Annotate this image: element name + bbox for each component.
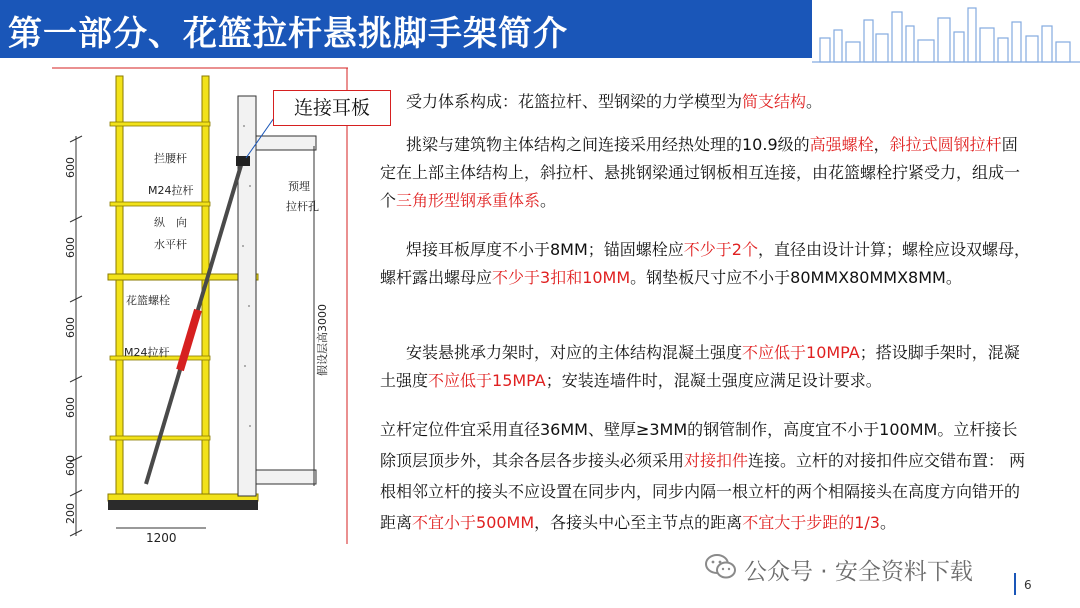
dim-600-4: 600	[64, 397, 77, 418]
body-text: 安装悬挑承力架时，对应的主体结构混凝土强度	[406, 343, 743, 362]
body-text: 立杆定位件宜采用直径36MM、壁厚≥3MM的钢管制作，高度宜不小于100MM。立杆接长除顶层顶步外，其余各层各步接头必须采用	[380, 420, 1018, 470]
body-text: 连接。立杆的对接扣件应交错布置： 两根相邻立杆的接头不应设置在同步内，同步内隔一根立杆的两个相隔接头在高度方向错开的距离	[380, 451, 1026, 532]
label-floor-height: 假设层高3000	[316, 304, 329, 376]
body-text: 。	[806, 92, 823, 111]
highlight-text: 不少于3扣和10MM	[492, 268, 631, 287]
dim-600-1: 600	[64, 157, 77, 178]
page-number: 6	[1024, 578, 1032, 592]
highlight-text: 不少于2个	[683, 240, 758, 259]
body-text: 受力体系构成：花篮拉杆、型钢梁的力学模型为	[406, 92, 743, 111]
label-embedded: 预埋	[288, 180, 310, 193]
highlight-text: 高强螺栓	[809, 135, 874, 154]
body-text: 。	[879, 513, 896, 532]
page-title: 第一部分、花篮拉杆悬挑脚手架简介	[8, 14, 568, 54]
highlight-text: 对接扣件	[684, 451, 749, 470]
page-number-bar	[1014, 573, 1016, 595]
highlight-text: 不应低于10MPA	[742, 343, 860, 362]
paragraph-load-system	[380, 88, 1040, 116]
paragraph-welded-plate	[380, 236, 1030, 292]
body-text: 固定在上部主体结构上，斜拉杆、悬挑钢梁通过钢板相互连接，由花篮螺栓拧紧受力，组成一个	[380, 135, 1021, 210]
paragraph-bolt-connection	[380, 131, 1030, 215]
label-turnbuckle: 花篮螺栓	[126, 294, 170, 307]
highlight-text: 不应低于15MPA	[428, 371, 546, 390]
dim-600-5: 600	[64, 455, 77, 476]
body-text: 挑梁与建筑物主体结构之间连接采用经热处理的10.9级的	[406, 135, 810, 154]
body-text: 焊接耳板厚度不小于8MM；锚固螺栓应	[406, 240, 684, 259]
label-m24-rod-bottom: M24拉杆	[124, 346, 170, 359]
wechat-icon	[704, 552, 738, 582]
city-skyline-graphic	[812, 0, 1080, 64]
body-text: ；搭设脚手架时，混凝土强度	[380, 343, 1020, 390]
body-text: 。钢垫板尺寸应不小于80MMX80MMX8MM。	[630, 268, 962, 287]
dim-600-2: 600	[64, 237, 77, 258]
label-waist-bar: 拦腰杆	[154, 152, 187, 165]
body-text: ，	[873, 135, 890, 154]
label-longitudinal: 纵 向	[154, 216, 187, 229]
body-text: ；安装连墙件时，混凝土强度应满足设计要求。	[545, 371, 882, 390]
paragraph-upright-joints	[380, 414, 1030, 538]
label-horizontal-bar: 水平杆	[154, 238, 187, 251]
body-text: 。	[540, 191, 557, 210]
highlight-text: 简支结构	[742, 92, 807, 111]
highlight-text: 三角形型钢承重体系	[396, 191, 541, 210]
highlight-text: 不宜大于步距的1/3	[742, 513, 880, 532]
label-rod-hole: 拉杆孔	[286, 200, 319, 213]
dim-200: 200	[64, 503, 77, 524]
scaffold-diagram	[52, 66, 348, 544]
connector-plate-callout: 连接耳板	[273, 90, 391, 126]
highlight-text: 不宜小于500MM	[412, 513, 535, 532]
dim-1200: 1200	[146, 531, 177, 544]
watermark-text: 公众号 · 安全资料下载	[744, 559, 973, 585]
paragraph-concrete-strength	[380, 339, 1030, 395]
dim-600-3: 600	[64, 317, 77, 338]
body-text: ，直径由设计计算；螺栓应设双螺母，螺杆露出螺母应	[380, 240, 1030, 287]
label-m24-rod-top: M24拉杆	[148, 184, 194, 197]
highlight-text: 斜拉式圆钢拉杆	[889, 135, 1002, 154]
header	[0, 0, 1080, 64]
body-text: ，各接头中心至主节点的距离	[534, 513, 743, 532]
